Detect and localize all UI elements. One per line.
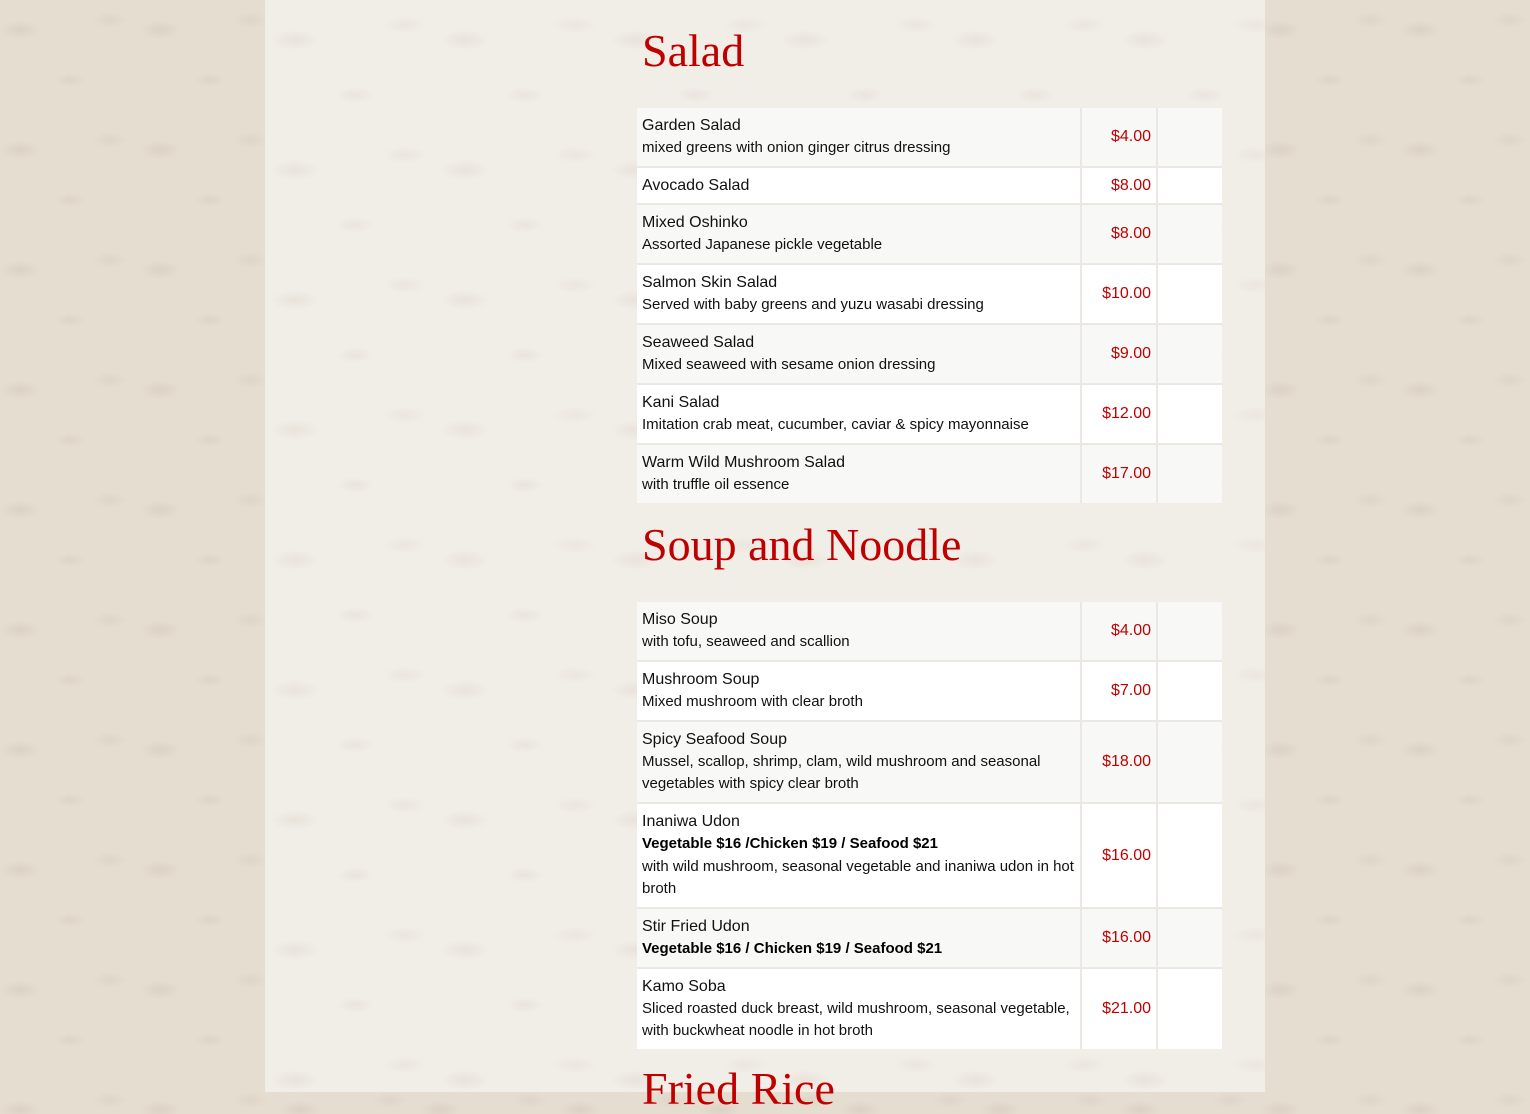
item-name: Garden Salad [642,117,741,134]
empty-cell [1158,108,1222,168]
item-cell [637,602,1082,662]
item-name: Kani Salad [642,394,720,411]
item-price: $12.00 [1082,385,1158,445]
item-cell [637,909,1082,969]
menu-table [637,602,1222,1049]
item-description: with wild mushroom, seasonal vegetable and inaniwa udon in hot broth [642,858,1074,897]
empty-cell [1158,804,1222,909]
item-name: Inaniwa Udon [642,813,740,830]
table-row [637,602,1222,662]
table-row [637,108,1222,168]
item-name: Kamo Soba [642,978,726,995]
item-description: Sliced roasted duck breast, wild mushroom, seasonal vegetable, with buckwheat noodle in hot broth [642,1000,1070,1039]
item-description: Assorted Japanese pickle vegetable [642,236,883,253]
item-price: $17.00 [1082,445,1158,503]
item-description: with truffle oil essence [642,476,790,493]
item-price: $9.00 [1082,325,1158,385]
item-cell [637,168,1082,205]
item-price: $7.00 [1082,662,1158,722]
empty-cell [1158,265,1222,325]
section-title: Soup and Noodle [642,519,962,570]
item-description: Imitation crab meat, cucumber, caviar & spicy mayonnaise [642,416,1029,433]
item-name: Salmon Skin Salad [642,274,778,291]
item-price: $16.00 [1082,804,1158,909]
empty-cell [1158,325,1222,385]
item-cell [637,722,1082,804]
empty-cell [1158,909,1222,969]
item-name: Avocado Salad [642,177,750,194]
item-description: Mussel, scallop, shrimp, clam, wild mushroom and seasonal vegetables with spicy clear broth [642,753,1041,792]
empty-cell [1158,722,1222,804]
table-row [637,662,1222,722]
empty-cell [1158,445,1222,503]
empty-cell [1158,662,1222,722]
empty-cell [1158,385,1222,445]
item-price: $4.00 [1082,108,1158,168]
item-price: $8.00 [1082,168,1158,205]
table-row [637,265,1222,325]
empty-cell [1158,969,1222,1049]
item-description: Mixed mushroom with clear broth [642,693,863,710]
item-price: $10.00 [1082,265,1158,325]
item-price: $21.00 [1082,969,1158,1049]
item-cell [637,969,1082,1049]
table-row [637,385,1222,445]
empty-cell [1158,205,1222,265]
empty-cell [1158,602,1222,662]
item-cell [637,445,1082,503]
table-row [637,205,1222,265]
item-price: $16.00 [1082,909,1158,969]
item-name: Miso Soup [642,611,718,628]
item-variants: Vegetable $16 / Chicken $19 / Seafood $21 [642,940,943,957]
item-cell [637,662,1082,722]
table-row [637,325,1222,385]
page-background [265,0,1265,1114]
item-cell [637,385,1082,445]
item-price: $18.00 [1082,722,1158,804]
menu-table [637,108,1222,503]
item-description: Mixed seaweed with sesame onion dressing [642,356,936,373]
item-description: Served with baby greens and yuzu wasabi dressing [642,296,984,313]
item-name: Stir Fried Udon [642,918,750,935]
section-title: Fried Rice [642,1063,835,1114]
item-price: $8.00 [1082,205,1158,265]
table-row [637,909,1222,969]
item-name: Mixed Oshinko [642,214,748,231]
item-cell [637,325,1082,385]
item-cell [637,205,1082,265]
item-cell [637,804,1082,909]
item-name: Seaweed Salad [642,334,755,351]
item-name: Warm Wild Mushroom Salad [642,454,846,471]
item-cell [637,265,1082,325]
table-row [637,804,1222,909]
table-row [637,722,1222,804]
table-row [637,168,1222,205]
empty-cell [1158,168,1222,205]
table-row [637,445,1222,503]
table-row [637,969,1222,1049]
item-name: Mushroom Soup [642,671,760,688]
item-variants: Vegetable $16 /Chicken $19 / Seafood $21 [642,835,938,852]
item-description: mixed greens with onion ginger citrus dressing [642,139,951,156]
item-cell [637,108,1082,168]
section-title: Salad [642,25,745,76]
item-description: with tofu, seaweed and scallion [642,633,850,650]
item-name: Spicy Seafood Soup [642,731,787,748]
item-price: $4.00 [1082,602,1158,662]
